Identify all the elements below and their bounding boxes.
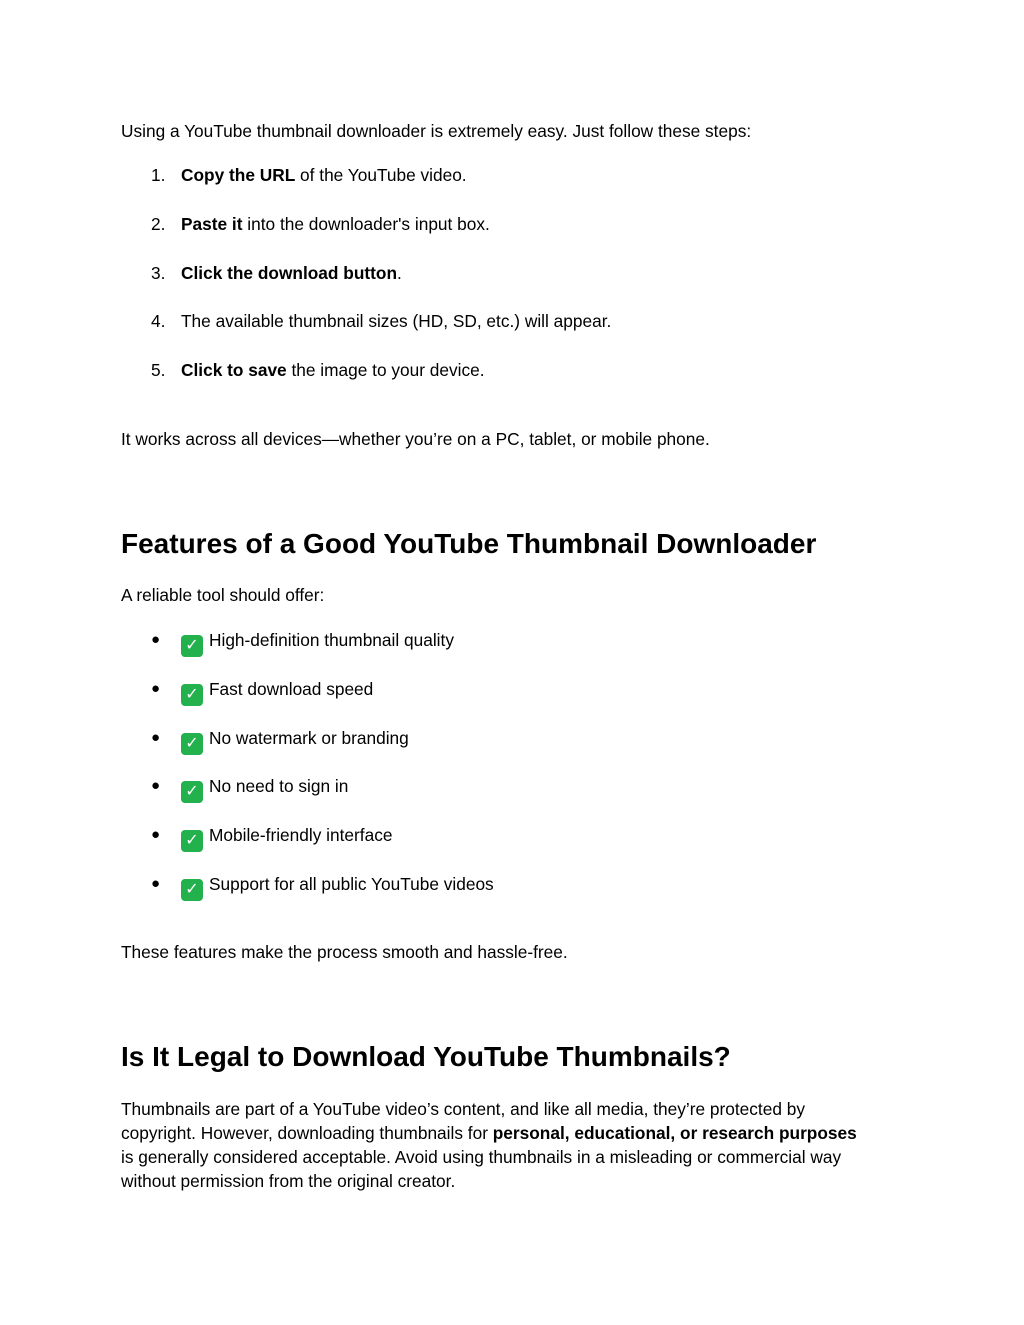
- bullet-icon: ●: [151, 777, 161, 795]
- step-text: the image to your device.: [286, 360, 485, 380]
- list-item: [121, 163, 911, 187]
- list-item: [121, 726, 911, 750]
- bullet-icon: ●: [151, 728, 161, 746]
- list-item: [121, 774, 911, 801]
- step-number: 5.: [151, 360, 166, 380]
- legal-bold-text: personal, educational, or research purposes: [492, 1123, 857, 1143]
- step-number: 1.: [151, 165, 166, 185]
- step-number: 2.: [151, 213, 166, 234]
- check-mark-icon: ✓: [181, 879, 203, 901]
- list-item: [121, 677, 911, 701]
- step-number: 3.: [151, 262, 166, 283]
- step-text: of the YouTube video.: [295, 165, 467, 185]
- step-bold-text: Click the download button: [181, 262, 397, 283]
- bullet-icon: ●: [151, 826, 161, 843]
- legal-line: without permission from the original creator.: [121, 1171, 456, 1191]
- check-mark-icon: ✓: [181, 635, 203, 657]
- step-number: 4.: [151, 311, 166, 332]
- steps-list: [121, 163, 911, 407]
- list-item: [121, 628, 911, 652]
- smooth-paragraph: These features make the process smooth and hassle-free.: [121, 942, 568, 962]
- check-mark-icon: ✓: [181, 830, 203, 852]
- feature-text: Fast download speed: [209, 678, 374, 699]
- feature-text: No need to sign in: [209, 776, 349, 797]
- bullet-icon: ●: [151, 679, 161, 697]
- step-bold-text: Copy the URL: [181, 165, 296, 185]
- list-item: [121, 309, 911, 333]
- reliable-paragraph: A reliable tool should offer:: [121, 585, 325, 605]
- feature-text: High-definition thumbnail quality: [209, 630, 454, 650]
- legal-line: [121, 1121, 911, 1145]
- legal-text: copyright. However, downloading thumbnails for: [121, 1123, 493, 1143]
- bullet-icon: ●: [151, 631, 161, 648]
- feature-text: No watermark or branding: [209, 727, 409, 748]
- legal-heading: Is It Legal to Download YouTube Thumbnails?: [121, 1041, 731, 1072]
- step-text: into the downloader's input box.: [242, 213, 490, 234]
- features-heading: Features of a Good YouTube Thumbnail Downloader: [121, 528, 817, 559]
- legal-paragraph: [121, 1097, 911, 1193]
- feature-text: Mobile-friendly interface: [209, 825, 393, 845]
- list-item: [121, 872, 911, 896]
- check-mark-icon: ✓: [181, 684, 203, 706]
- check-mark-icon: ✓: [181, 781, 203, 803]
- legal-line: Thumbnails are part of a YouTube video’s content, and like all media, they’re protected by: [121, 1099, 805, 1119]
- step-text: .: [397, 262, 402, 283]
- list-item: [121, 823, 911, 847]
- step-bold-text: Click to save: [181, 360, 287, 380]
- works-paragraph: It works across all devices—whether you’re on a PC, tablet, or mobile phone.: [121, 429, 710, 449]
- legal-line: is generally considered acceptable. Avoid using thumbnails in a misleading or commercial way: [121, 1147, 842, 1167]
- list-item: [121, 212, 911, 236]
- check-mark-icon: ✓: [181, 733, 203, 755]
- list-item: [121, 261, 911, 285]
- features-list: [121, 628, 911, 921]
- intro-paragraph: Using a YouTube thumbnail downloader is extremely easy. Just follow these steps:: [121, 121, 752, 141]
- step-bold-text: Paste it: [181, 213, 243, 234]
- list-item: [121, 358, 911, 382]
- bullet-icon: ●: [151, 874, 161, 892]
- feature-text: Support for all public YouTube videos: [209, 873, 494, 894]
- step-text: The available thumbnail sizes (HD, SD, etc.) will appear.: [181, 311, 612, 332]
